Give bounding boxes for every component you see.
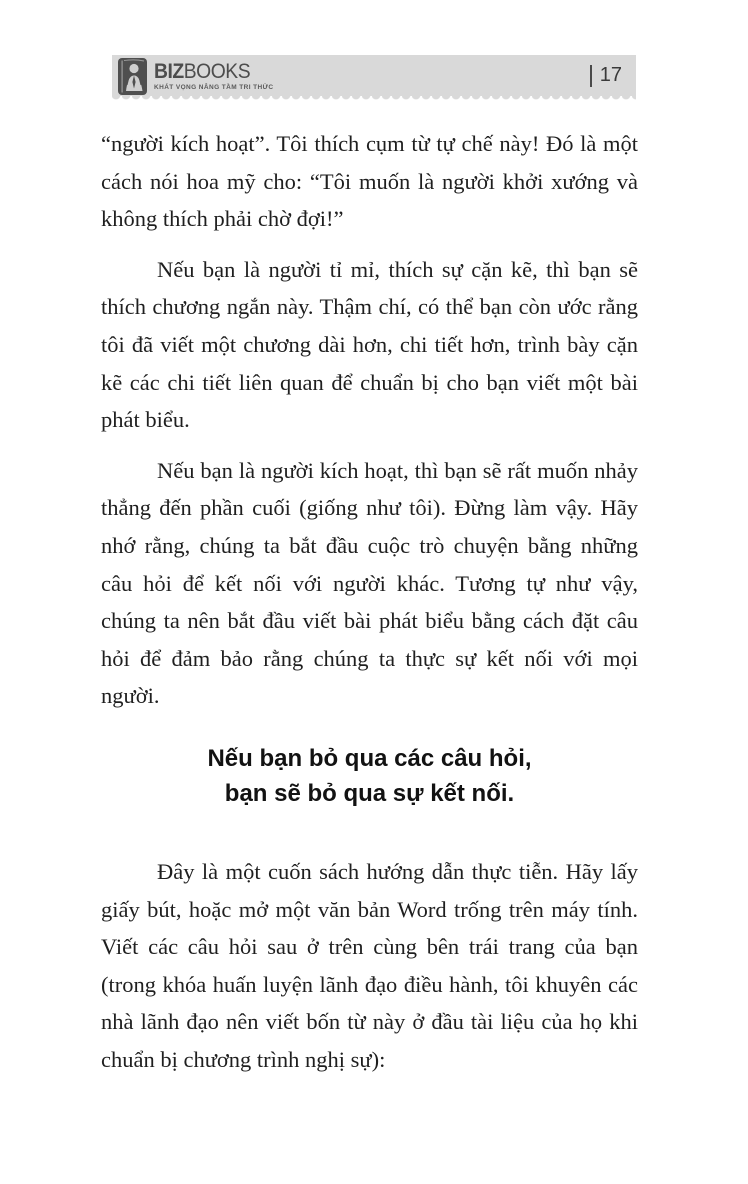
pull-quote [101, 741, 638, 811]
paragraph-2: Nếu bạn là người tỉ mỉ, thích sự cặn kẽ, thì bạn sẽ thích chương ngắn này. Thậm chí, có thể bạn còn ước rằng tôi đã viết một chương dài hơn, chi tiết hơn, trình bày cặn kẽ các chi tiết liên quan để chuẩn bị cho bạn viết một bài phát biểu. [101, 256, 638, 433]
pull-quote-line-1: Nếu bạn bỏ qua các câu hỏi, [207, 744, 532, 772]
brand-tagline: KHÁT VỌNG NÂNG TẦM TRI THỨC [154, 84, 274, 91]
page-number-block [590, 55, 622, 96]
page-number-separator-bar [590, 65, 592, 87]
bizbooks-logo [118, 58, 147, 95]
paragraph-1: “người kích hoạt”. Tôi thích cụm từ tự chế này! Đó là một cách nói hoa mỹ cho: “Tôi muốn là người khởi xướng và không thích phải chờ đợi!” [101, 131, 638, 232]
body-text [101, 125, 638, 1091]
brand-name-biz: BIZ [154, 60, 184, 83]
paragraph-3: Nếu bạn là người kích hoạt, thì bạn sẽ rất muốn nhảy thẳng đến phần cuối (giống như tôi). Đừng làm vậy. Hãy nhớ rằng, chúng ta bắt đầu cuộc trò chuyện bằng những câu hỏi để kết nối với người khác. Tương tự như vậy, chúng ta nên bắt đầu viết bài phát biểu bằng cách đặt câu hỏi để đảm bảo rằng chúng ta thực sự kết nối với mọi người. [101, 457, 638, 709]
paragraph-4: Đây là một cuốn sách hướng dẫn thực tiễn. Hãy lấy giấy bút, hoặc mở một văn bản Word trống trên máy tính. Viết các câu hỏi sau ở trên cùng bên trái trang của bạn (trong khóa huấn luyện lãnh đạo điều hành, tôi khuyên các nhà lãnh đạo nên viết bốn từ này ở đầu tài liệu của họ khi chuẩn bị chương trình nghị sự): [101, 858, 638, 1072]
brand-name-books: BOOKS [183, 60, 251, 83]
page-number: 17 [599, 64, 622, 86]
header-band [112, 55, 636, 96]
bizbooks-figure-icon [118, 58, 147, 95]
scallop-divider [112, 96, 636, 103]
brand-wordmark [154, 61, 250, 82]
pull-quote-line-2: bạn sẽ bỏ qua sự kết nối. [224, 779, 515, 807]
